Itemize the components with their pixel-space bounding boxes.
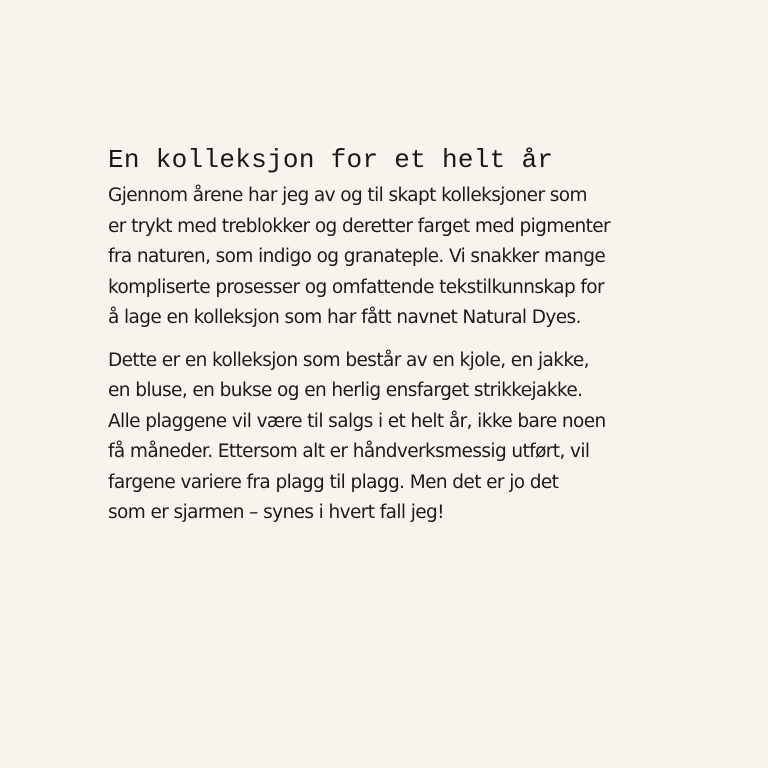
paragraph-1-line: Gjennom årene har jeg av og til skapt kolleksjoner som xyxy=(108,185,587,206)
paragraph-2-line: Alle plaggene vil være til salgs i et helt år, ikke bare noen xyxy=(108,410,606,432)
paragraph-1-line: å lage en kolleksjon som har fått navnet Natural Dyes. xyxy=(108,307,581,328)
paragraph-1 xyxy=(108,181,668,334)
paragraph-1-line: fra naturen, som indigo og granateple. Vi snakker mange xyxy=(108,246,606,267)
paragraph-2-line: få måneder. Ettersom alt er håndverksmessig utført, vil xyxy=(108,441,590,462)
paragraph-2-line: en bluse, en bukse og en herlig ensfarget strikkejakke. xyxy=(108,380,583,401)
paragraph-2-line: som er sjarmen – synes i hvert fall jeg! xyxy=(108,502,444,523)
paragraph-1-line: kompliserte prosesser og omfattende tekstilkunnskap for xyxy=(108,276,605,298)
paragraph-2-line: fargene variere fra plagg til plagg. Men det er jo det xyxy=(108,471,559,493)
paragraph-1-line: er trykt med treblokker og deretter farget med pigmenter xyxy=(108,215,611,237)
paragraph-2-line: Dette er en kolleksjon som består av en kjole, en jakke, xyxy=(108,349,589,371)
paragraph-2 xyxy=(108,346,668,529)
article-heading: En kolleksjon for et helt år xyxy=(108,145,554,175)
article-body xyxy=(108,142,668,529)
